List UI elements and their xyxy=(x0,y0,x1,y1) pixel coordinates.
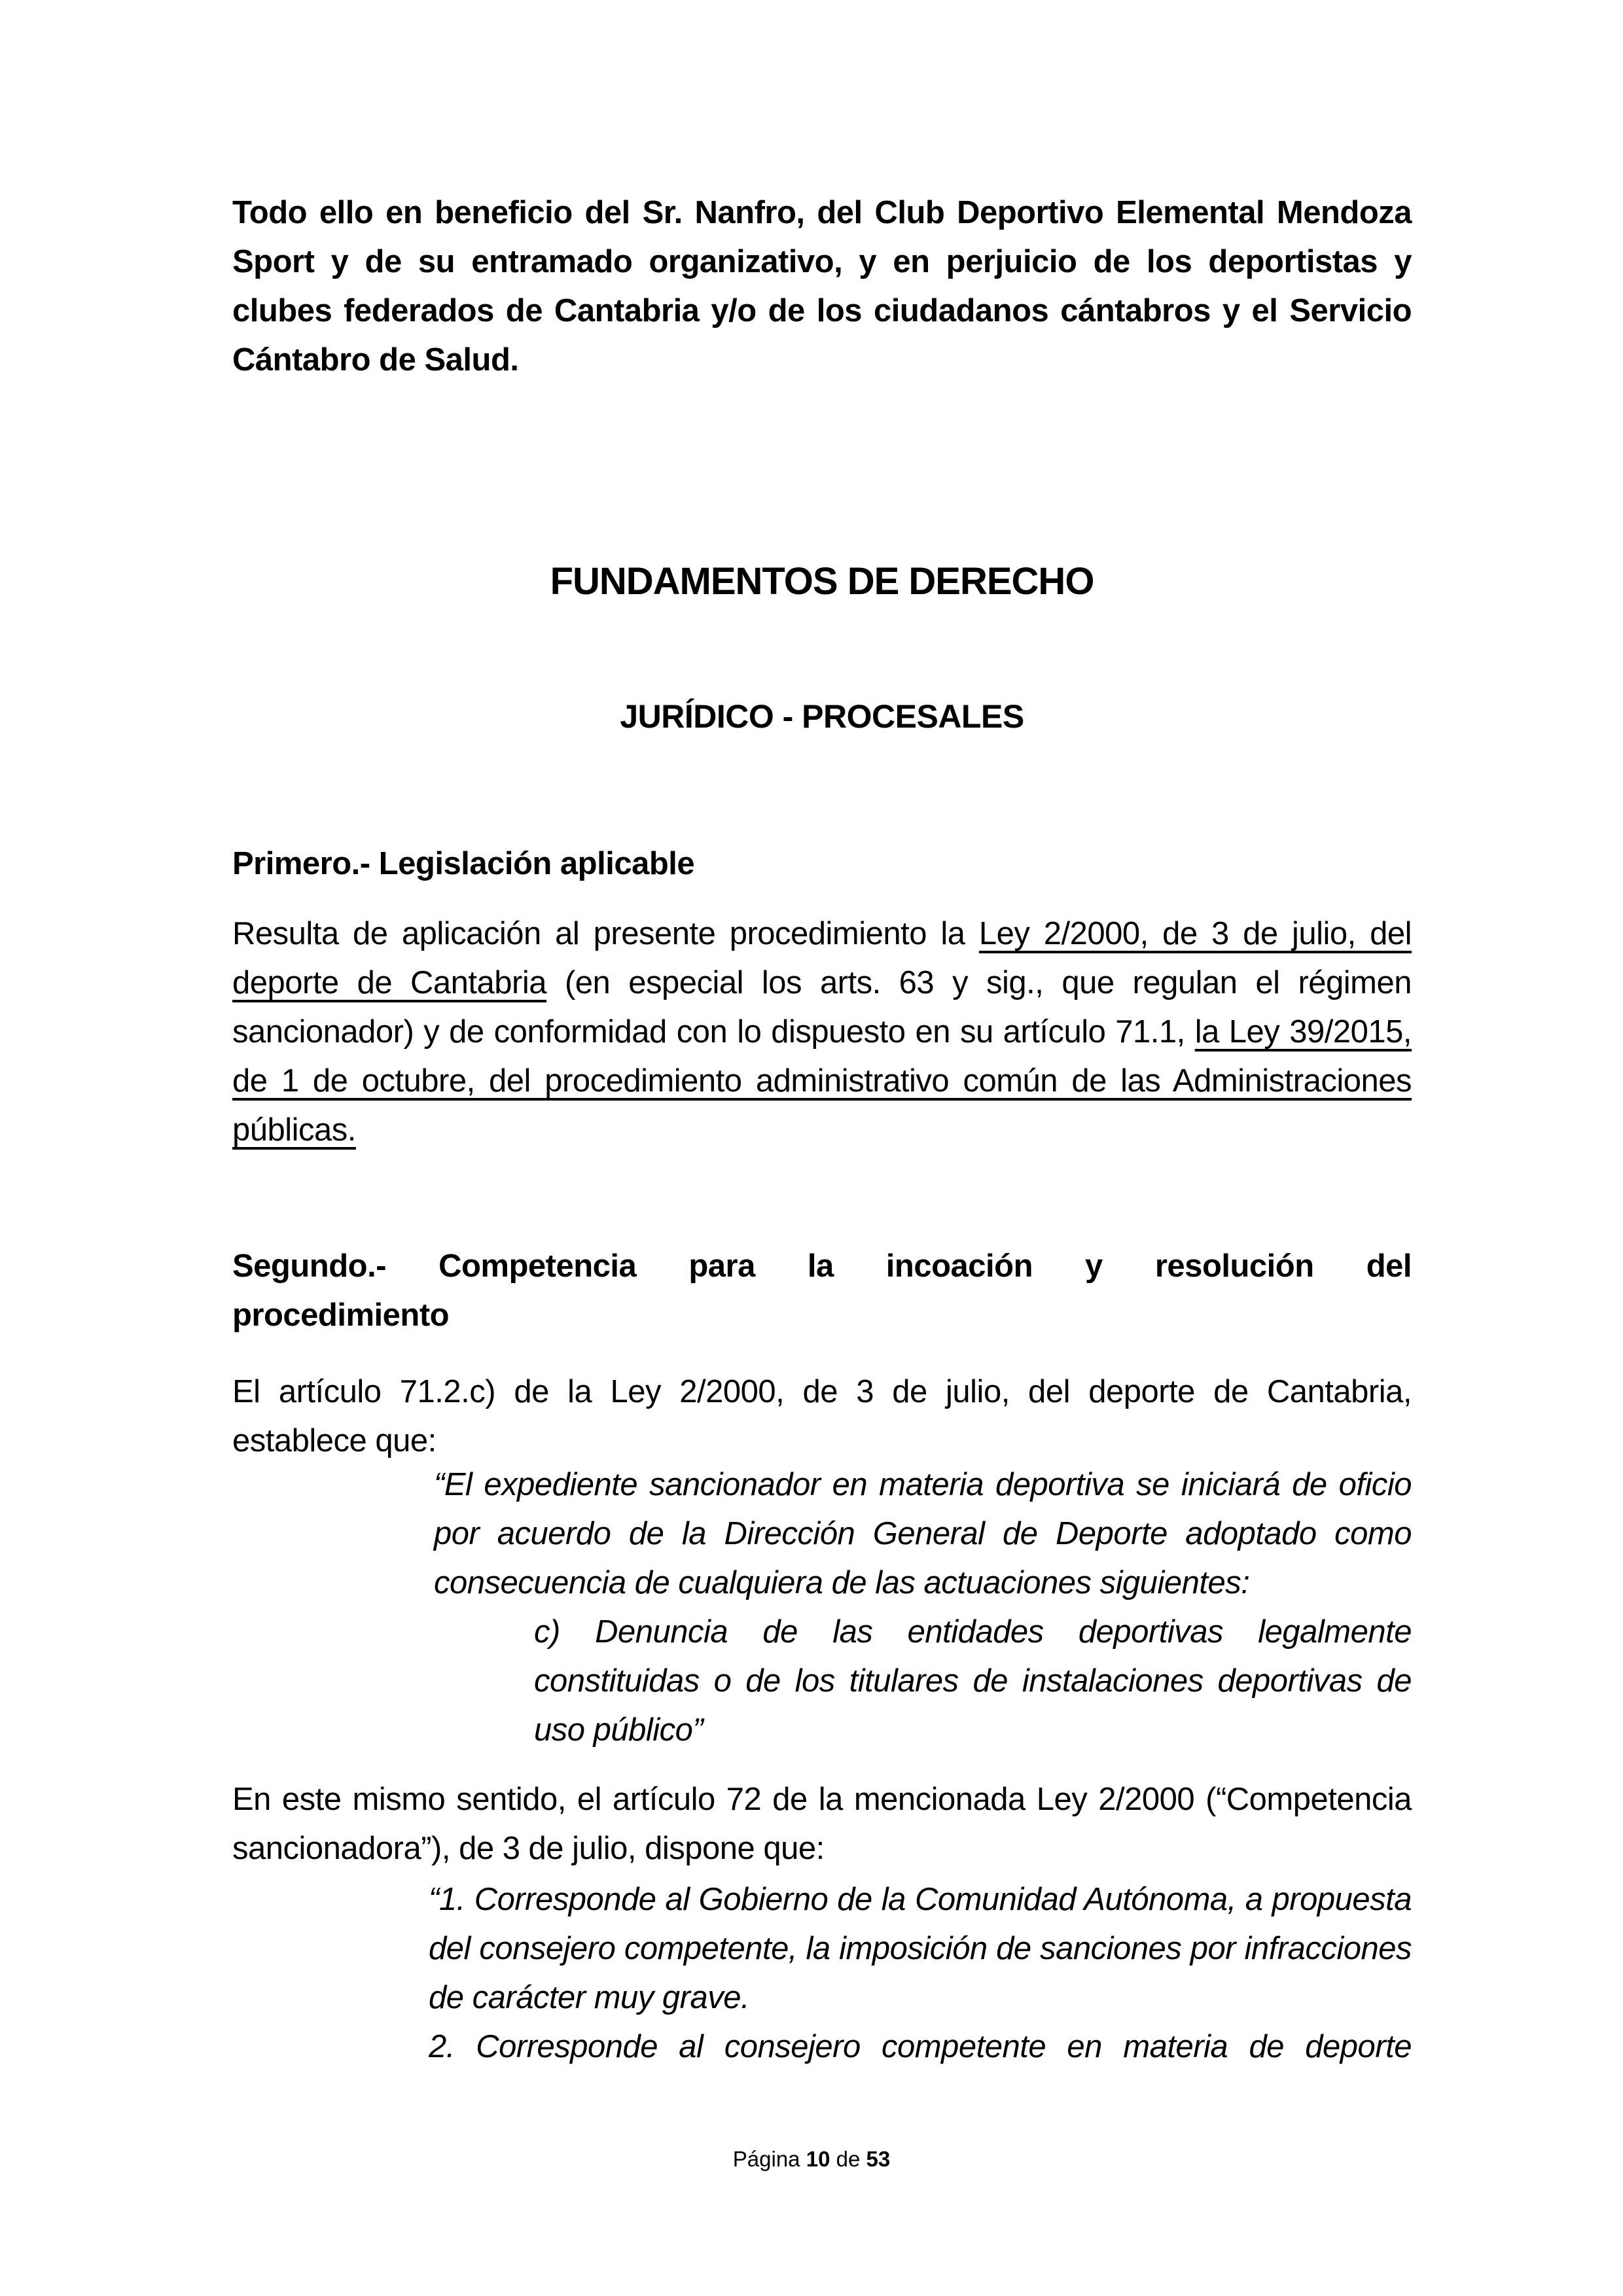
main-heading: FUNDAMENTOS DE DERECHO xyxy=(550,560,1094,603)
articulo-71-paragraph: El artículo 71.2.c) de la Ley 2/2000, de 3 de julio, del deporte de Cantabria, establece que: xyxy=(232,1374,1412,1458)
legislacion-paragraph: Resulta de aplicación al presente procedimiento la Ley 2/2000, de 3 de julio, del deporte de Cantabria (en especial los arts. 63 y sig., que regulan el régimen sancionador) y de conformidad con lo dispuesto en su artículo 71.1, la Ley 39/2015, de 1 de octubre, del procedimiento administrativo común de las Administraciones públicas. xyxy=(232,916,1412,1148)
quote-expediente-intro: “El expediente sancionador en materia deportiva se iniciará de oficio por acuerdo de la Dirección General de Deporte adoptado como consecuencia de cualquiera de las actuaciones siguientes: xyxy=(434,1467,1412,1600)
quote-denuncia-item-c: c) Denuncia de las entidades deportivas legalmente constituidas o de los titulares de instalaciones deportivas de uso público” xyxy=(534,1614,1412,1748)
quote-item-2: 2. Corresponde al consejero competente en materia de deporte xyxy=(429,2029,1412,2064)
section-segundo-heading-line1: Segundo.- Competencia para la incoación y resolución del xyxy=(232,1248,1412,1284)
sub-heading: JURÍDICO - PROCESALES xyxy=(620,698,1024,735)
quote-competencia-sancionadora xyxy=(429,1875,1412,2072)
section-primero-heading: Primero.- Legislación aplicable xyxy=(232,846,695,881)
section-segundo-heading xyxy=(232,1242,1412,1340)
quote-item-1: “1. Corresponde al Gobierno de la Comunidad Autónoma, a propuesta del consejero competente, la imposición de sanciones por infracciones de carácter muy grave. xyxy=(429,1882,1412,2015)
articulo-72-paragraph: En este mismo sentido, el artículo 72 de la mencionada Ley 2/2000 (“Competencia sancionadora”), de 3 de julio, dispone que: xyxy=(232,1782,1412,1866)
section-segundo-heading-line2: procedimiento xyxy=(232,1298,450,1333)
page-number-footer: Página 10 de 53 xyxy=(732,2147,891,2171)
intro-paragraph: Todo ello en beneficio del Sr. Nanfro, del Club Deportivo Elemental Mendoza Sport y de su entramado organizativo, y en perjuicio de los deportistas y clubes federados de Cantabria y/o de los ciudadanos cántabros y el Servicio Cántabro de Salud. xyxy=(232,195,1412,378)
